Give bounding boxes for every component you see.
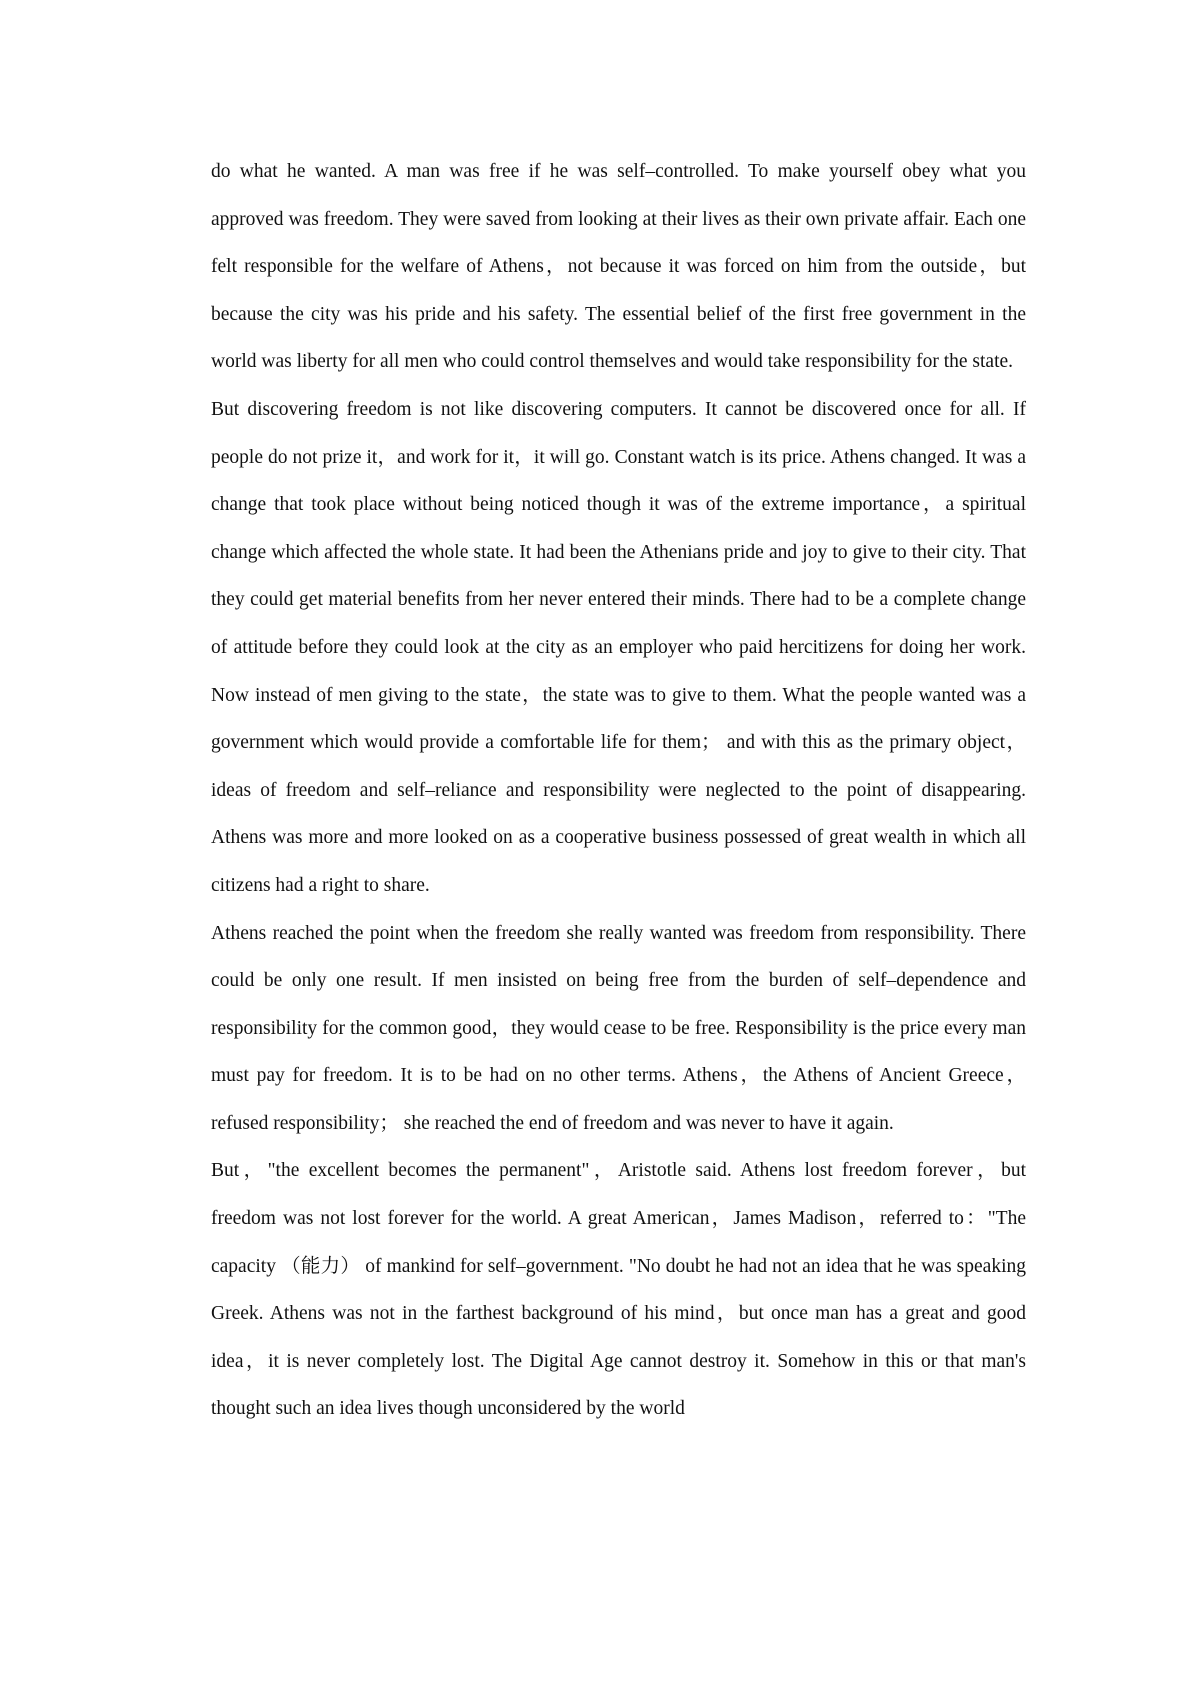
paragraph-1: do what he wanted. A man was free if he was self–controlled. To make yourself obey what you approved was freedom. They were saved from looking at their lives as their own private affair. Each one felt responsible for the welfare of Athens，not because it was forced on him from the outside，but because the city was his pride and his safety. The essential belief of the first free government in the world was liberty for all men who could control themselves and would take responsibility for the state.	[211, 161, 1026, 373]
document-body	[211, 148, 1026, 1433]
paragraph-2: But discovering freedom is not like discovering computers. It cannot be discovered once for all. If people do not prize it，and work for it，it will go. Constant watch is its price. Athens changed. It was a change that took place without being noticed though it was of the extreme importance，a spiritual change which affected the whole state. It had been the Athenians pride and joy to give to their city. That they could get material benefits from her never entered their minds. There had to be a complete change of attitude before they could look at the city as an employer who paid hercitizens for doing her work. Now instead of men giving to the state，the state was to give to them. What the people wanted was a government which would provide a comfortable life for them； and with this as the primary object，ideas of freedom and self–reliance and responsibility were neglected to the point of disappearing. Athens was more and more looked on as a cooperative business possessed of great wealth in which all citizens had a right to share.	[211, 398, 1026, 896]
paragraph-3: Athens reached the point when the freedom she really wanted was freedom from responsibility. There could be only one result. If men insisted on being free from the burden of self–dependence and responsibility for the common good，they would cease to be free. Responsibility is the price every man must pay for freedom. It is to be had on no other terms. Athens，the Athens of Ancient Greece，refused responsibility； she reached the end of freedom and was never to have it again.	[211, 922, 1026, 1134]
paragraph-4: But，"the excellent becomes the permanent"，Aristotle said. Athens lost freedom forever，but freedom was not lost forever for the world. A great American，James Madison，referred to："The capacity （能力） of mankind for self–government. "No doubt he had not an idea that he was speaking Greek. Athens was not in the farthest background of his mind，but once man has a great and good idea，it is never completely lost. The Digital Age cannot destroy it. Somehow in this or that man's thought such an idea lives though unconsidered by the world	[211, 1160, 1027, 1420]
